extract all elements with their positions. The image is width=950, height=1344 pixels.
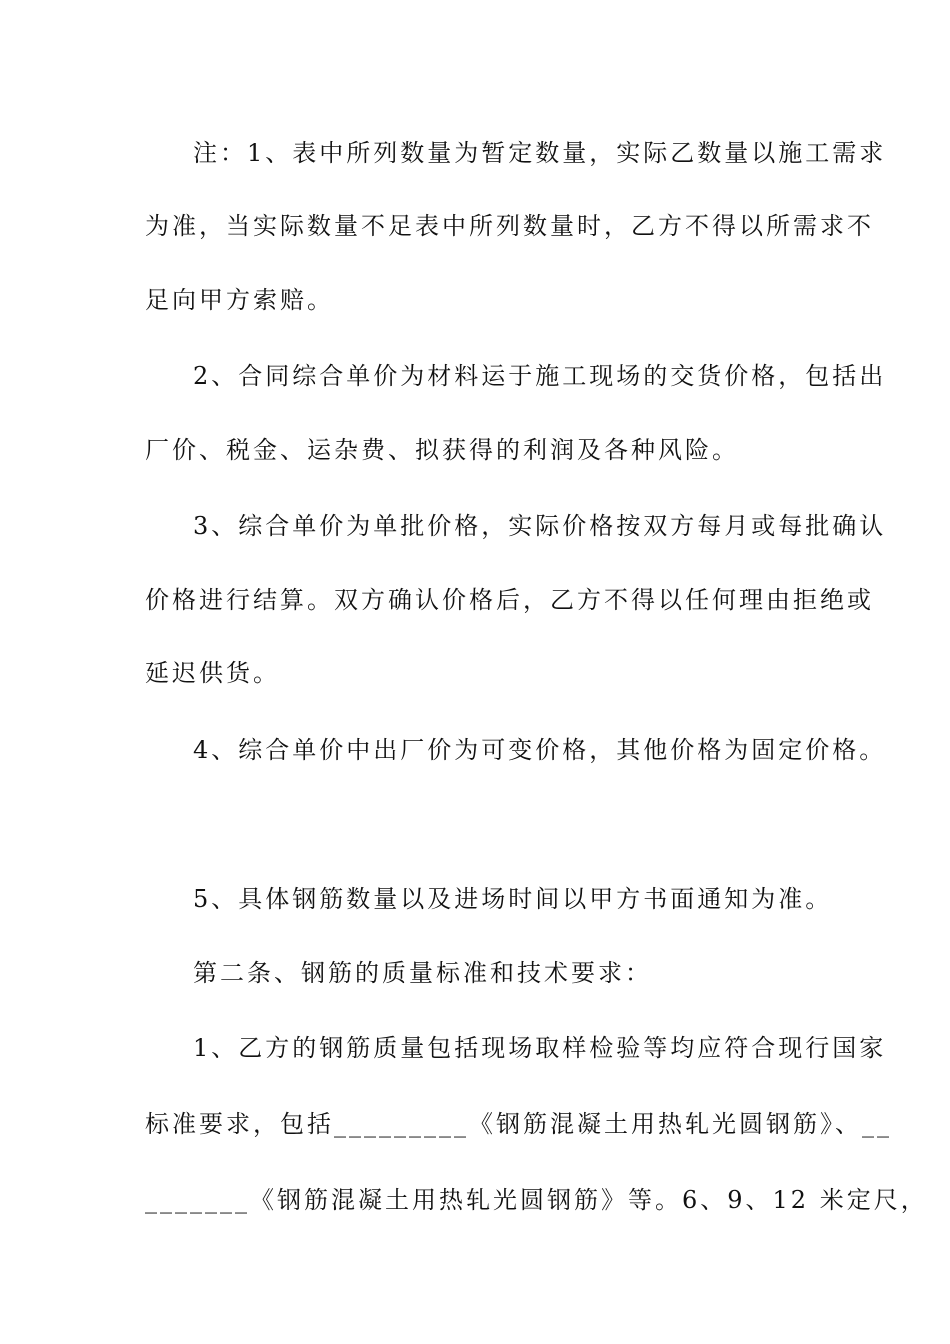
note-4-line: 4、综合单价中出厂价为可变价格，其他价格为固定价格。 [193,736,887,764]
standard-blank-2: __ [862,1110,892,1138]
note-line-3: 足向甲方索赔。 [145,286,334,314]
note-3-line-3: 延迟供货。 [145,659,280,687]
note-line-1: 注：1、表中所列数量为暂定数量，实际乙数量以施工需求 [193,139,887,167]
quality-line-2 [145,1107,892,1141]
note-line-2: 为准，当实际数量不足表中所列数量时，乙方不得以所需求不 [145,212,874,240]
quality-line-3 [145,1183,928,1217]
note-5-line: 5、具体钢筋数量以及进场时间以甲方书面通知为准。 [193,885,833,913]
note-3-line-1: 3、综合单价为单批价格，实际价格按双方每月或每批确认 [193,512,887,540]
quality-line-2-prefix: 标准要求，包括 [145,1110,334,1138]
standard-blank-3: _______ [145,1186,250,1214]
note-3-line-2: 价格进行结算。双方确认价格后，乙方不得以任何理由拒绝或 [145,586,874,614]
note-2-line-2: 厂价、税金、运杂费、拟获得的利润及各种风险。 [145,436,739,464]
article-2-heading: 第二条、钢筋的质量标准和技术要求： [193,959,652,987]
note-2-line-1: 2、合同综合单价为材料运于施工现场的交货价格，包括出 [193,362,887,390]
quality-line-1: 1、乙方的钢筋质量包括现场取样检验等均应符合现行国家 [193,1034,887,1062]
quality-line-3-text: 《钢筋混凝土用热轧光圆钢筋》等。6、9、12 米定尺， [250,1186,928,1214]
quality-line-2-middle: 《钢筋混凝土用热轧光圆钢筋》、 [469,1110,862,1138]
standard-blank-1: _________ [334,1110,469,1138]
